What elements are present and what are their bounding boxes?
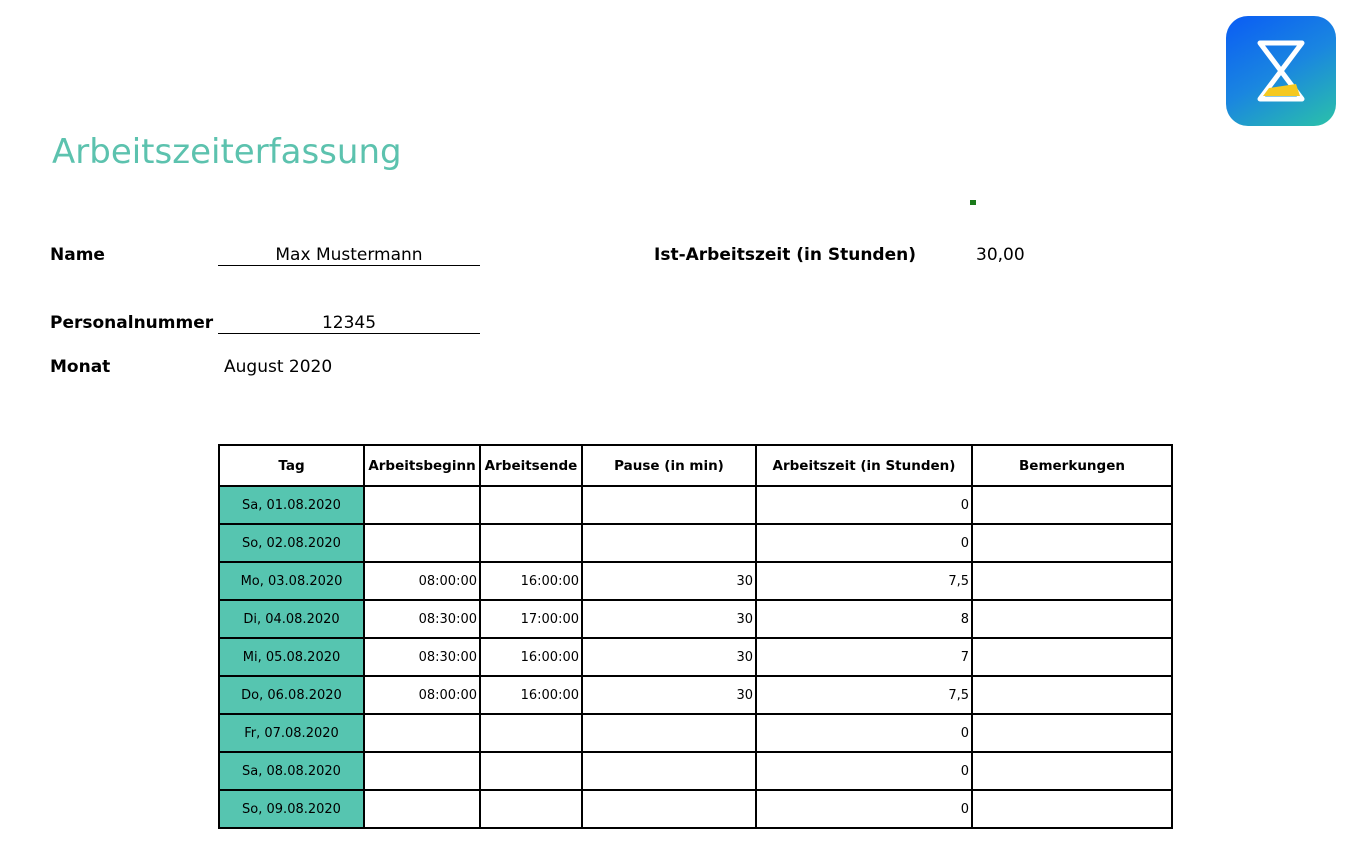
arbeitsbeginn-cell[interactable]: [364, 714, 480, 752]
arbeitsende-cell[interactable]: 16:00:00: [480, 638, 582, 676]
arbeitszeit-cell[interactable]: 0: [756, 524, 972, 562]
arbeitsende-cell[interactable]: 16:00:00: [480, 676, 582, 714]
personalnummer-field[interactable]: 12345: [218, 313, 480, 334]
arbeitsende-cell[interactable]: 17:00:00: [480, 600, 582, 638]
table-row: [219, 752, 1172, 790]
tag-cell[interactable]: Di, 04.08.2020: [219, 600, 364, 638]
arbeitszeit-cell[interactable]: 7,5: [756, 562, 972, 600]
arbeitsbeginn-cell[interactable]: 08:00:00: [364, 562, 480, 600]
tag-cell[interactable]: So, 02.08.2020: [219, 524, 364, 562]
personalnummer-label: Personalnummer: [50, 313, 214, 333]
arbeitsbeginn-cell[interactable]: [364, 752, 480, 790]
pause-cell[interactable]: [582, 790, 756, 828]
arbeitsende-cell[interactable]: [480, 790, 582, 828]
cell-marker: [970, 200, 976, 205]
table-row: [219, 524, 1172, 562]
bemerkungen-cell[interactable]: [972, 752, 1172, 790]
bemerkungen-cell[interactable]: [972, 600, 1172, 638]
tag-cell[interactable]: Mo, 03.08.2020: [219, 562, 364, 600]
header-tag: Tag: [219, 445, 364, 486]
arbeitsbeginn-cell[interactable]: 08:00:00: [364, 676, 480, 714]
table-row: [219, 600, 1172, 638]
pause-cell[interactable]: [582, 752, 756, 790]
arbeitszeit-cell[interactable]: 0: [756, 752, 972, 790]
pause-cell[interactable]: [582, 714, 756, 752]
pause-cell[interactable]: 30: [582, 638, 756, 676]
table-row: [219, 638, 1172, 676]
arbeitsbeginn-cell[interactable]: [364, 486, 480, 524]
arbeitsende-cell[interactable]: 16:00:00: [480, 562, 582, 600]
arbeitsbeginn-cell[interactable]: 08:30:00: [364, 600, 480, 638]
page-title: Arbeitszeiterfassung: [52, 132, 402, 172]
arbeitsende-cell[interactable]: [480, 752, 582, 790]
arbeitsbeginn-cell[interactable]: [364, 524, 480, 562]
header-bemerkungen: Bemerkungen: [972, 445, 1172, 486]
pause-cell[interactable]: 30: [582, 600, 756, 638]
month-value[interactable]: August 2020: [224, 357, 333, 377]
table-row: [219, 790, 1172, 828]
header-arbeitszeit: Arbeitszeit (in Stunden): [756, 445, 972, 486]
table-row: [219, 486, 1172, 524]
arbeitszeit-cell[interactable]: 7: [756, 638, 972, 676]
bemerkungen-cell[interactable]: [972, 486, 1172, 524]
bemerkungen-cell[interactable]: [972, 524, 1172, 562]
arbeitszeit-cell[interactable]: 0: [756, 714, 972, 752]
bemerkungen-cell[interactable]: [972, 790, 1172, 828]
arbeitszeit-cell[interactable]: 0: [756, 790, 972, 828]
bemerkungen-cell[interactable]: [972, 714, 1172, 752]
tag-cell[interactable]: Sa, 01.08.2020: [219, 486, 364, 524]
ist-arbeitszeit-value: 30,00: [976, 245, 1025, 265]
table-header-row: [219, 445, 1172, 486]
bemerkungen-cell[interactable]: [972, 638, 1172, 676]
month-label: Monat: [50, 357, 111, 377]
header-arbeitsbeginn: Arbeitsbeginn: [364, 445, 480, 486]
tag-cell[interactable]: So, 09.08.2020: [219, 790, 364, 828]
header-pause: Pause (in min): [582, 445, 756, 486]
app-logo-hourglass-icon: [1226, 16, 1336, 126]
ist-arbeitszeit-label: Ist-Arbeitszeit (in Stunden): [654, 245, 916, 265]
bemerkungen-cell[interactable]: [972, 676, 1172, 714]
arbeitszeit-cell[interactable]: 7,5: [756, 676, 972, 714]
arbeitsende-cell[interactable]: [480, 486, 582, 524]
arbeitsbeginn-cell[interactable]: [364, 790, 480, 828]
pause-cell[interactable]: 30: [582, 562, 756, 600]
table-row: [219, 714, 1172, 752]
arbeitszeit-cell[interactable]: 8: [756, 600, 972, 638]
table-row: [219, 562, 1172, 600]
arbeitsende-cell[interactable]: [480, 524, 582, 562]
tag-cell[interactable]: Fr, 07.08.2020: [219, 714, 364, 752]
table-row: [219, 676, 1172, 714]
pause-cell[interactable]: [582, 486, 756, 524]
name-field[interactable]: Max Mustermann: [218, 245, 480, 266]
time-table: [218, 444, 1173, 829]
arbeitsende-cell[interactable]: [480, 714, 582, 752]
pause-cell[interactable]: 30: [582, 676, 756, 714]
arbeitszeit-cell[interactable]: 0: [756, 486, 972, 524]
pause-cell[interactable]: [582, 524, 756, 562]
tag-cell[interactable]: Sa, 08.08.2020: [219, 752, 364, 790]
bemerkungen-cell[interactable]: [972, 562, 1172, 600]
name-label: Name: [50, 245, 105, 265]
tag-cell[interactable]: Do, 06.08.2020: [219, 676, 364, 714]
arbeitsbeginn-cell[interactable]: 08:30:00: [364, 638, 480, 676]
tag-cell[interactable]: Mi, 05.08.2020: [219, 638, 364, 676]
header-arbeitsende: Arbeitsende: [480, 445, 582, 486]
